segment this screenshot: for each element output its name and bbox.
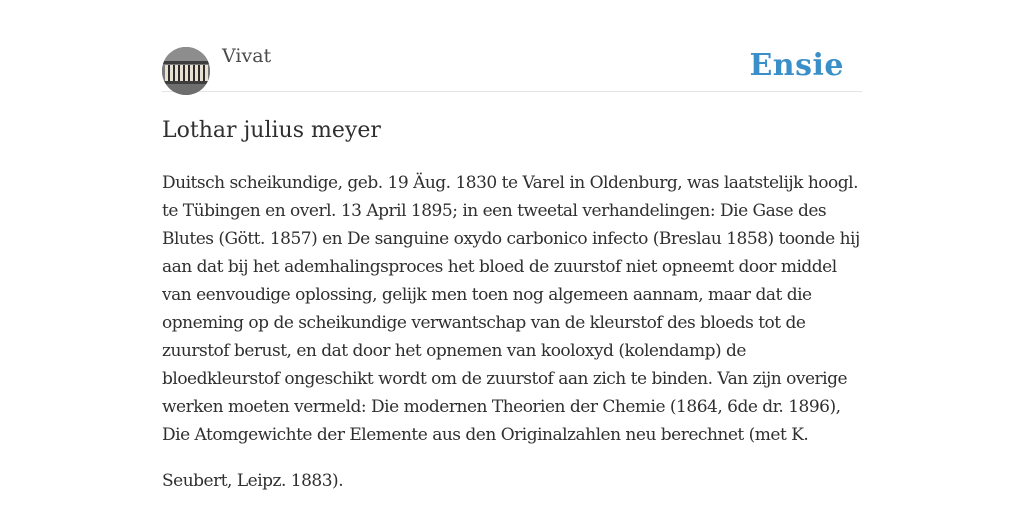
author-name[interactable]: Vivat: [222, 45, 272, 67]
article-paragraph: Duitsch scheikundige, geb. 19 Äug. 1830 te Varel in Oldenburg, was laatstelijk hoogl. te Tübingen en overl. 13 April 1895; in een tweetal verhandelingen: Die Gase des Blutes (Gött. 1857) en De sanguine oxydo carbonico infecto (Breslau 1858) toonde hij aan dat bij het ademhalingsproces het bloed de zuurstof niet opneemt door middel van eenvoudige oplossing, gelijk men toen nog algemeen aannam, maar dat die opneming op de scheikundige verwantschap van de kleurstof des bloeds tot de zuurstof berust, en dat door het opnemen van kooloxyd (kolendamp) de bloedkleurstof ongeschikt wordt om de zuurstof aan zich te binden. Van zijn overige werken moeten vermeld: Die modernen Theorien der Chemie (1864, 6de dr. 1896), Die Atomgewichte der Elemente aus den Originalzahlen neu berechnet (met K.: [162, 173, 860, 445]
article-title: Lothar julius meyer: [162, 118, 381, 143]
article-paragraph: Seubert, Leipz. 1883).: [162, 471, 344, 491]
brand-logo[interactable]: Ensie: [749, 48, 844, 83]
bookshelf-avatar-icon: [162, 47, 210, 95]
header: [162, 0, 862, 92]
article-body: [162, 169, 862, 495]
content-column: [162, 0, 862, 512]
avatar[interactable]: [162, 47, 210, 95]
